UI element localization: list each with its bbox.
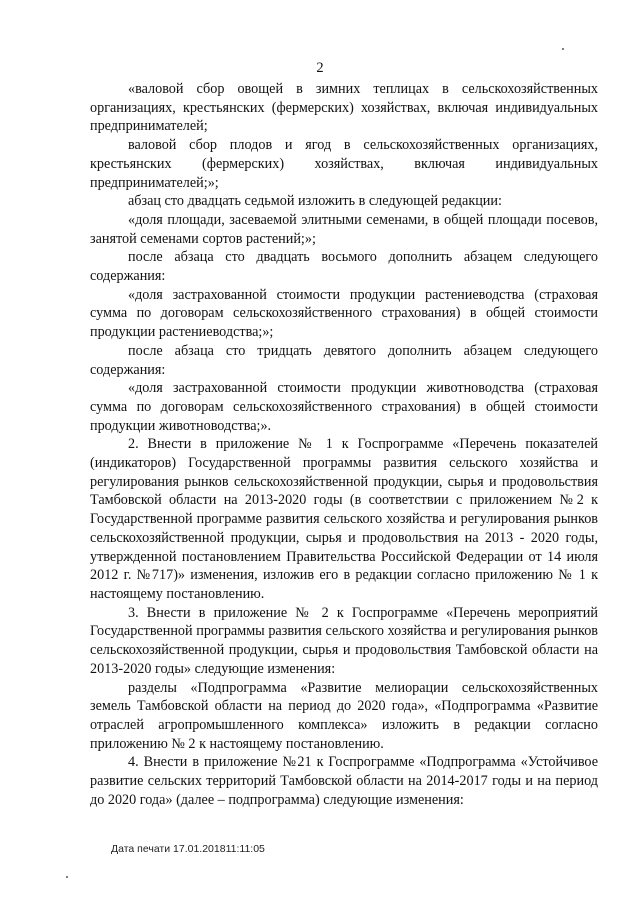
scan-speck (66, 876, 68, 878)
paragraph-5: после абзаца сто двадцать восьмого дополнить абзацем следующего содержания: (90, 249, 598, 285)
paragraph-8: «доля застрахованной стоимости продукции животноводства (страховая сумма по договорам сельскохозяйственного страхования) в общей стоимости продукции животноводства;». (90, 380, 598, 434)
paragraph-9: 2. Внести в приложение № 1 к Госпрограмме «Перечень показателей (индикаторов) Государственной программы развития сельского хозяйства и регулирования рынков сельскохозяйственной продукции, сырья и продовольствия Тамбовской области на 2013-2020 годы (в соответствии с приложением №2 к Государственной программе развития сельского хозяйства и регулирования рынков сельскохозяйственной продукции, сырья и продовольствия на 2013 - 2020 годы, утвержденной постановлением Правительства Российской Федерации от 14 июля 2012 г. №717)» изменения, изложив его в редакции согласно приложению № 1 к настоящему постановлению. (90, 436, 598, 602)
scan-speck (562, 48, 564, 50)
paragraph-12: 4. Внести в приложение №21 к Госпрограмме «Подпрограмма «Устойчивое развитие сельских территорий Тамбовской области на 2014-2017 годы и на период до 2020 года» (далее – подпрограмма) следующие изменения: (90, 754, 598, 808)
paragraph-11: разделы «Подпрограмма «Развитие мелиорации сельскохозяйственных земель Тамбовской области на период до 2020 года», «Подпрограмма «Развитие отраслей агропромышленного комплекса» изложить в редакции согласно приложению № 2 к настоящему постановлению. (90, 679, 598, 752)
paragraph-6: «доля застрахованной стоимости продукции растениеводства (страховая сумма по договорам сельскохозяйственного страхования) в общей стоимости продукции растениеводства;»; (90, 286, 598, 341)
paragraph-4: «доля площади, засеваемой элитными семенами, в общей площади посевов, занятой семенами сортов растений;»; (90, 211, 598, 247)
print-date-footer: Дата печати 17.01.201811:11:05 (111, 843, 265, 855)
paragraph-1: «валовой сбор овощей в зимних теплицах в сельскохозяйственных организациях, крестьянских (фермерских) хозяйствах, включая индивидуальных предпринимателей; (90, 81, 598, 135)
paragraph-3: абзац сто двадцать седьмой изложить в следующей редакции: (128, 193, 502, 210)
paragraph-2: валовой сбор плодов и ягод в сельскохозяйственных организациях, крестьянских (фермерских) хозяйствах, включая индивидуальных предпринимателей;»; (90, 137, 598, 191)
page-number: 2 (316, 60, 324, 76)
paragraph-10: 3. Внести в приложение № 2 к Госпрограмме «Перечень мероприятий Государственной программы развития сельского хозяйства и регулирования рынков сельскохозяйственной продукции, сырья и продовольствия Тамбовской области на 2013-2020 годы» следующие изменения: (90, 604, 598, 677)
paragraph-7: после абзаца сто тридцать девятого дополнить абзацем следующего содержания: (90, 342, 598, 378)
document-body (90, 80, 598, 809)
